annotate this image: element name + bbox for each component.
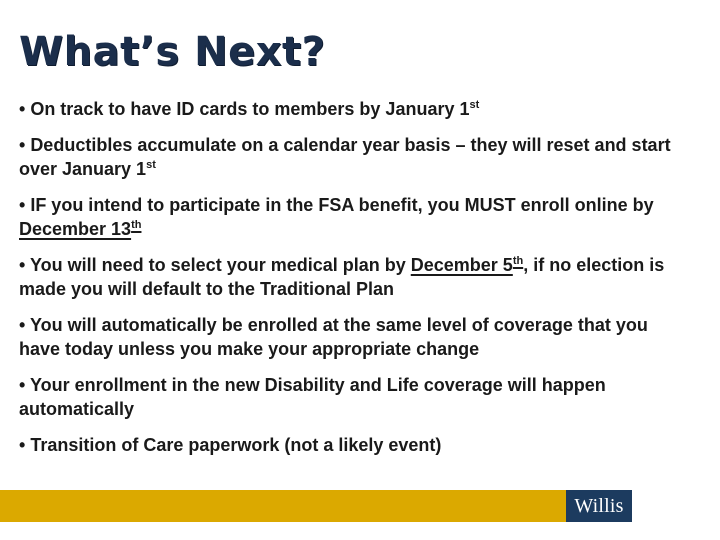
bullet-text: Deductibles accumulate on a calendar year basis – they will reset and start over January 1 — [19, 135, 671, 179]
bullet-marker: • — [19, 99, 31, 119]
bullet-marker: • — [19, 255, 30, 275]
bullet-item — [19, 97, 679, 121]
bullet-marker: • — [19, 315, 30, 335]
slide-title: What’s Next? — [19, 29, 326, 75]
bullet-item — [19, 313, 679, 361]
bullet-text: On track to have ID cards to members by January 1 — [30, 99, 470, 119]
bullet-item — [19, 373, 679, 421]
bullet-item — [19, 253, 679, 301]
bullet-text: December 13 — [19, 219, 132, 239]
bullet-marker: • — [19, 375, 30, 395]
bullet-text: , if no election is made you will default to the Traditional Plan — [19, 255, 665, 299]
bullet-item — [19, 433, 679, 457]
bullet-marker: • — [19, 135, 31, 155]
bullet-marker: • — [19, 435, 31, 455]
bullet-item — [19, 133, 679, 181]
bullet-list — [19, 97, 679, 469]
bullet-text: Transition of Care paperwork (not a likely event) — [30, 435, 442, 455]
bullet-text: You will automatically be enrolled at the same level of coverage that you have today unless you make your appropriate change — [19, 315, 648, 359]
bullet-item — [19, 193, 679, 241]
bullet-superscript: st — [146, 159, 156, 171]
bullet-text: December 5 — [410, 255, 513, 275]
footer-bar — [0, 490, 632, 522]
logo-text: Willis — [574, 494, 624, 517]
bullet-marker: • — [19, 195, 31, 215]
bullet-text: You will need to select your medical plan by — [29, 255, 411, 275]
bullet-superscript: th — [131, 219, 142, 231]
bullet-text: IF you intend to participate in the FSA benefit, you MUST enroll online by — [30, 195, 654, 215]
bullet-superscript: st — [469, 99, 480, 111]
willis-logo — [566, 490, 632, 522]
bullet-superscript: th — [512, 255, 524, 267]
bullet-text: Your enrollment in the new Disability and Life coverage will happen automatically — [19, 375, 606, 419]
